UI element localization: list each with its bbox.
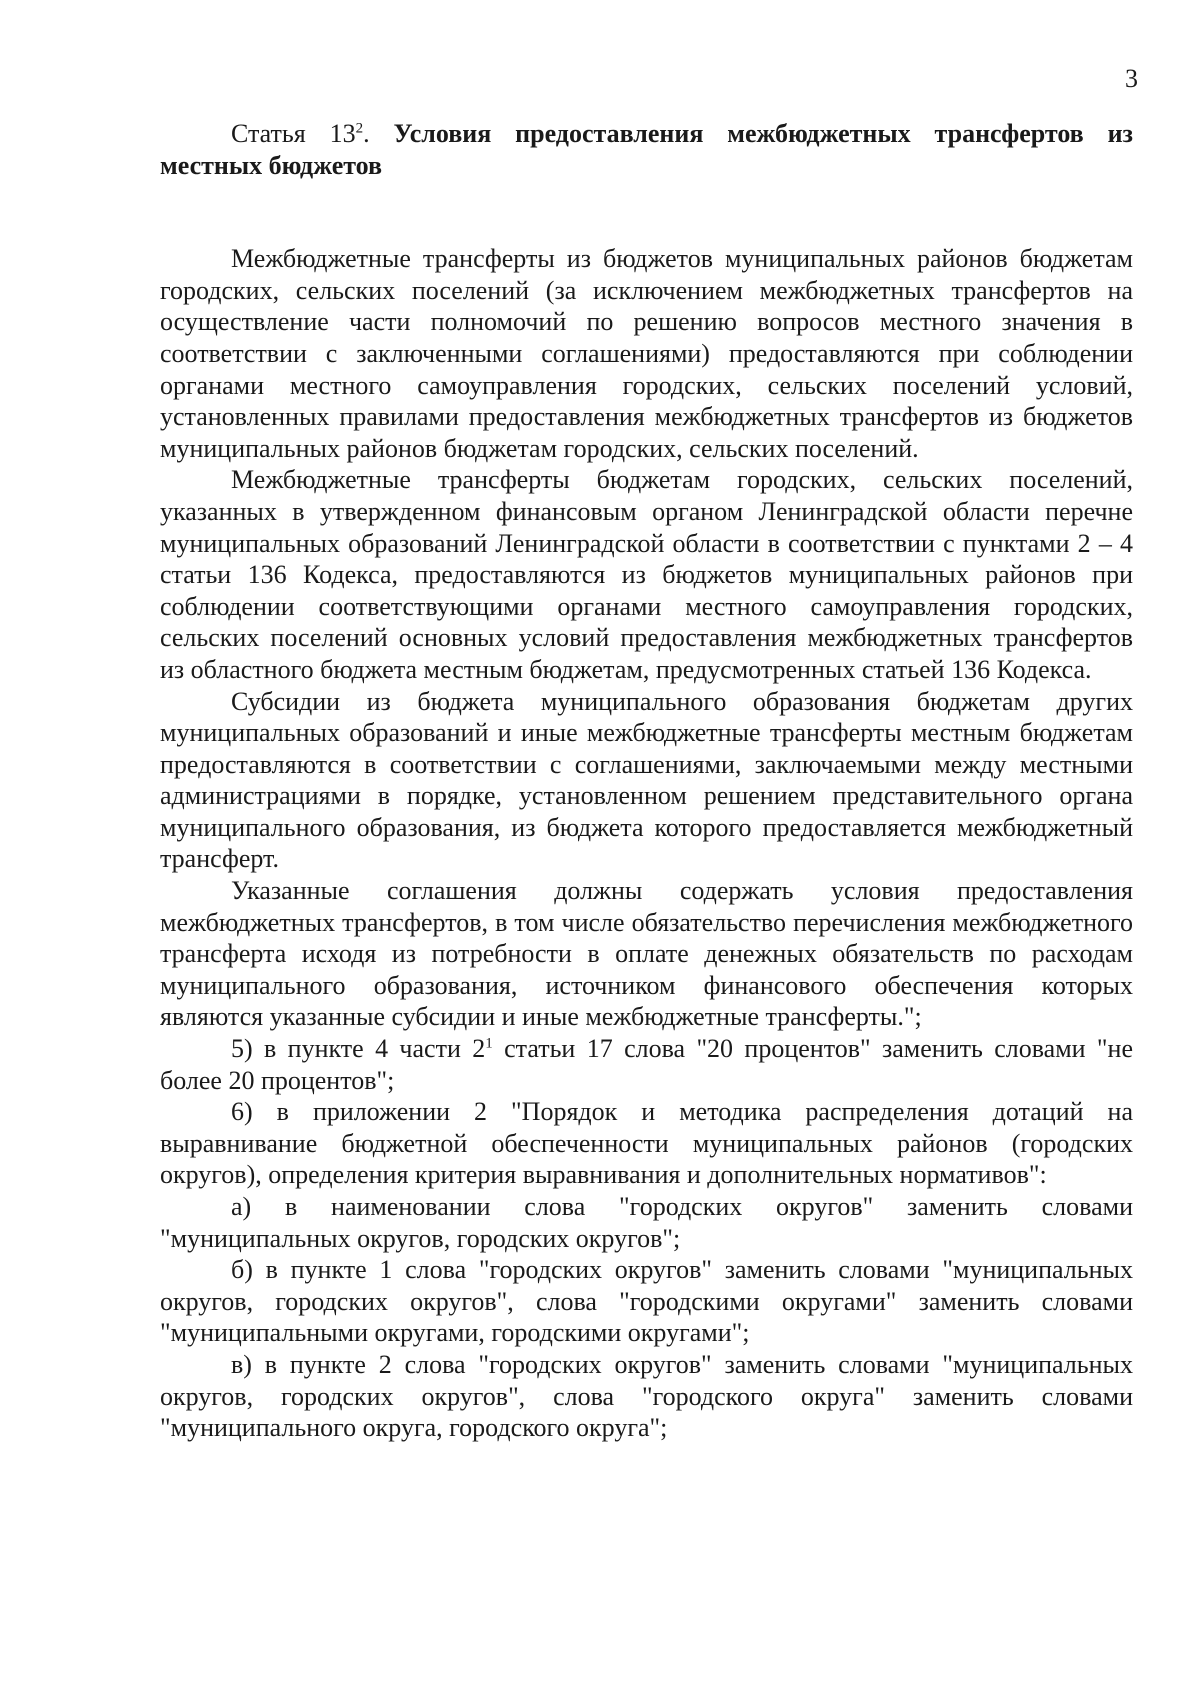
item-5-text-start: 5) в пункте 4 части 2	[231, 1034, 486, 1064]
item-6: 6) в приложении 2 "Порядок и методика распределения дотаций на выравнивание бюджетной обеспеченности муниципальных районов (городских округов), определения критерия выравнивания и дополнительных нормативов":	[160, 1097, 1133, 1190]
page-number: 3	[1125, 64, 1138, 93]
item-5-text-end: статьи 17 слова "20 процентов" заменить словами "не более 20 процентов";	[160, 1034, 1133, 1095]
article-heading	[160, 118, 1133, 181]
item-6v: в) в пункте 2 слова "городских округов" заменить словами "муниципальных округов, городских округов", слова "городского округа" заменить словами "муниципального округа, городского округа";	[160, 1349, 1133, 1443]
article-number-superscript: 2	[355, 120, 364, 137]
article-number-dot: .	[363, 119, 394, 148]
article-number: Статья 13	[231, 119, 356, 148]
heading-spacer	[160, 181, 1133, 243]
paragraph-4: Указанные соглашения должны содержать условия предоставления межбюджетных трансфертов, в том числе обязательство перечисления межбюджетного трансферта исходя из потребности в оплате денежных обязательств по расходам муниципального образования, источником финансового обеспечения которых являются указанные субсидии и иные межбюджетные трансферты.";	[160, 876, 1133, 1032]
paragraph-3: Субсидии из бюджета муниципального образования бюджетам других муниципальных образований и иные межбюджетные трансферты местным бюджетам предоставляются в соответствии с соглашениями, заключаемыми между местными администрациями в порядке, установленном решением представительного органа муниципального образования, из бюджета которого предоставляется межбюджетный трансферт.	[160, 686, 1133, 874]
item-5-superscript: 1	[485, 1035, 493, 1052]
item-6b: б) в пункте 1 слова "городских округов" заменить словами "муниципальных округов, городских округов", слова "городскими округами" заменить словами "муниципальными округами, городскими округами";	[160, 1255, 1133, 1348]
article-title: Условия предоставления межбюджетных трансфертов из местных бюджетов	[160, 119, 1134, 180]
item-5	[160, 1033, 1133, 1096]
item-6a: а) в наименовании слова "городских округов" заменить словами "муниципальных округов, городских округов";	[160, 1192, 1133, 1253]
document-body	[160, 118, 1133, 1444]
paragraph-2: Межбюджетные трансферты бюджетам городских, сельских поселений, указанных в утвержденном финансовым органом Ленинградской области перечне муниципальных образований Ленинградской области в соответствии с пунктами 2 – 4 статьи 136 Кодекса, предоставляются из бюджетов муниципальных районов при соблюдении соответствующими органами местного самоуправления городских, сельских поселений основных условий предоставления межбюджетных трансфертов из областного бюджета местным бюджетам, предусмотренных статьей 136 Кодекса.	[160, 465, 1133, 684]
paragraph-1: Межбюджетные трансферты из бюджетов муниципальных районов бюджетам городских, сельских поселений (за исключением межбюджетных трансфертов на осуществление части полномочий по решению вопросов местного значения в соответствии с заключенными соглашениями) предоставляются при соблюдении органами местного самоуправления городских, сельских поселений условий, установленных правилами предоставления межбюджетных трансфертов из бюджетов муниципальных районов бюджетам городских, сельских поселений.	[160, 244, 1133, 463]
